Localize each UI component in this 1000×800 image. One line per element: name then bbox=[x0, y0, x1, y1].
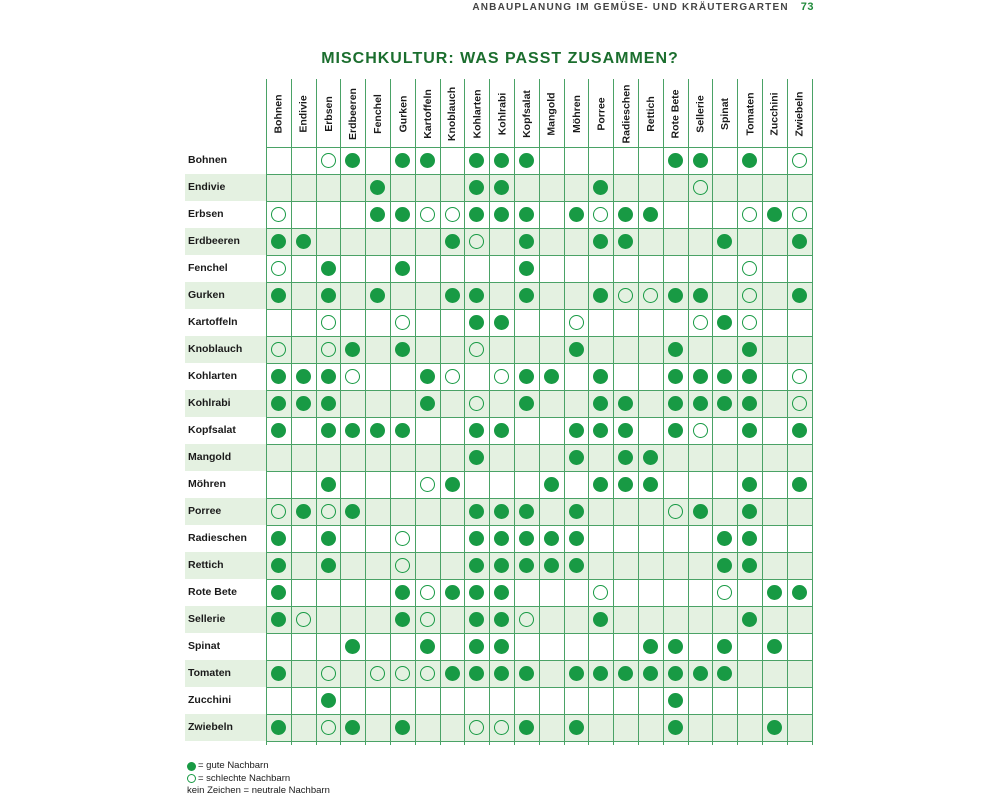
good-neighbor-radieschen-kohlrabi bbox=[494, 531, 509, 546]
good-neighbor-erbsen-radieschen bbox=[618, 207, 633, 222]
bad-neighbor-rettich-gurken bbox=[395, 558, 410, 573]
bad-neighbor-kohlarten-knoblauch bbox=[445, 369, 460, 384]
good-neighbor-sellerie-gurken bbox=[395, 612, 410, 627]
good-neighbor-kohlarten-kopfsalat bbox=[519, 369, 534, 384]
good-neighbor-gurken-erbsen bbox=[321, 288, 336, 303]
column-header-label: Erdbeeren bbox=[347, 88, 360, 140]
good-neighbor-kohlrabi-kartoffeln bbox=[420, 396, 435, 411]
good-neighbor-gurken-sellerie bbox=[693, 288, 708, 303]
good-neighbor-fenchel-gurken bbox=[395, 261, 410, 276]
good-neighbor-tomaten-radieschen bbox=[618, 666, 633, 681]
bad-neighbor-fenchel-bohnen bbox=[271, 261, 286, 276]
good-neighbor-bohnen-tomaten bbox=[742, 153, 757, 168]
good-neighbor-rettich-kopfsalat bbox=[519, 558, 534, 573]
grid-line-horizontal bbox=[266, 552, 812, 553]
good-neighbor-kopfsalat-bohnen bbox=[271, 423, 286, 438]
good-neighbor-moehren-mangold bbox=[544, 477, 559, 492]
good-neighbor-moehren-erbsen bbox=[321, 477, 336, 492]
grid-line-vertical bbox=[415, 79, 416, 745]
row-label-fenchel: Fenchel bbox=[188, 262, 228, 274]
good-neighbor-bohnen-gurken bbox=[395, 153, 410, 168]
row-label-gurken: Gurken bbox=[188, 289, 225, 301]
good-neighbor-kohlrabi-erbsen bbox=[321, 396, 336, 411]
legend-good-text: = gute Nachbarn bbox=[198, 760, 269, 771]
good-neighbor-erbsen-fenchel bbox=[370, 207, 385, 222]
column-header-label: Bohnen bbox=[273, 94, 286, 134]
good-neighbor-kohlrabi-sellerie bbox=[693, 396, 708, 411]
legend-good bbox=[187, 760, 330, 773]
row-label-sellerie: Sellerie bbox=[188, 613, 226, 625]
column-header-label: Mangold bbox=[545, 92, 558, 136]
column-header-label: Kartoffeln bbox=[421, 89, 434, 139]
good-neighbor-zwiebeln-rote-bete bbox=[668, 720, 683, 735]
good-neighbor-sellerie-kohlrabi bbox=[494, 612, 509, 627]
bad-neighbor-knoblauch-bohnen bbox=[271, 342, 286, 357]
grid-line-vertical bbox=[365, 79, 366, 745]
table-row bbox=[185, 471, 812, 498]
grid-line-horizontal bbox=[266, 228, 812, 229]
good-neighbor-bohnen-kartoffeln bbox=[420, 153, 435, 168]
good-neighbor-rote-bete-gurken bbox=[395, 585, 410, 600]
grid-line-horizontal bbox=[266, 201, 812, 202]
good-neighbor-rettich-erbsen bbox=[321, 558, 336, 573]
legend-neutral-text: kein Zeichen = neutrale Nachbarn bbox=[187, 785, 330, 796]
column-header-label: Rote Bete bbox=[669, 89, 682, 139]
column-header-label: Zucchini bbox=[769, 92, 782, 136]
grid-line-vertical bbox=[688, 79, 689, 745]
grid-line-vertical bbox=[266, 79, 267, 745]
good-neighbor-rettich-moehren bbox=[569, 558, 584, 573]
grid-line-vertical bbox=[514, 79, 515, 745]
grid-line-horizontal bbox=[266, 336, 812, 337]
good-neighbor-fenchel-erbsen bbox=[321, 261, 336, 276]
grid-line-vertical bbox=[291, 79, 292, 745]
good-neighbor-endivie-kohlrabi bbox=[494, 180, 509, 195]
chart-title: MISCHKULTUR: WAS PASST ZUSAMMEN? bbox=[321, 50, 679, 67]
bad-neighbor-tomaten-erbsen bbox=[321, 666, 336, 681]
good-neighbor-kohlrabi-radieschen bbox=[618, 396, 633, 411]
grid-line-horizontal bbox=[266, 579, 812, 580]
bad-neighbor-sellerie-kartoffeln bbox=[420, 612, 435, 627]
good-neighbor-erbsen-rettich bbox=[643, 207, 658, 222]
good-neighbor-kopfsalat-tomaten bbox=[742, 423, 757, 438]
good-neighbor-gurken-bohnen bbox=[271, 288, 286, 303]
row-label-zwiebeln: Zwiebeln bbox=[188, 721, 233, 733]
column-header-kopfsalat bbox=[514, 79, 540, 149]
row-label-kartoffeln: Kartoffeln bbox=[188, 316, 238, 328]
good-neighbor-gurken-rote-bete bbox=[668, 288, 683, 303]
good-neighbor-erdbeeren-zwiebeln bbox=[792, 234, 807, 249]
good-neighbor-kohlarten-rote-bete bbox=[668, 369, 683, 384]
good-neighbor-bohnen-sellerie bbox=[693, 153, 708, 168]
column-header-zucchini bbox=[762, 79, 788, 149]
grid-line-horizontal bbox=[266, 471, 812, 472]
column-header-kohlarten bbox=[464, 79, 490, 149]
column-header-moehren bbox=[564, 79, 590, 149]
grid-line-horizontal bbox=[266, 606, 812, 607]
bad-neighbor-endivie-sellerie bbox=[693, 180, 708, 195]
good-neighbor-rettich-tomaten bbox=[742, 558, 757, 573]
column-header-endivie bbox=[291, 79, 317, 149]
column-header-label: Kopfsalat bbox=[521, 90, 533, 138]
good-neighbor-tomaten-bohnen bbox=[271, 666, 286, 681]
legend-bad bbox=[187, 773, 330, 786]
good-neighbor-kohlrabi-tomaten bbox=[742, 396, 757, 411]
good-neighbor-knoblauch-gurken bbox=[395, 342, 410, 357]
good-neighbor-spinat-rote-bete bbox=[668, 639, 683, 654]
column-header-label: Spinat bbox=[719, 97, 732, 131]
grid-line-vertical bbox=[340, 79, 341, 745]
grid-line-vertical bbox=[390, 79, 391, 745]
good-neighbor-knoblauch-moehren bbox=[569, 342, 584, 357]
column-header-rettich bbox=[638, 79, 664, 149]
legend-neutral bbox=[187, 785, 330, 798]
column-header-kohlrabi bbox=[489, 79, 515, 149]
good-neighbor-kopfsalat-gurken bbox=[395, 423, 410, 438]
grid-line-vertical bbox=[712, 79, 713, 745]
column-header-label: Erbsen bbox=[322, 96, 335, 132]
bad-neighbor-erbsen-zwiebeln bbox=[792, 207, 807, 222]
page-number: 73 bbox=[800, 1, 814, 13]
row-label-rettich: Rettich bbox=[188, 559, 224, 571]
bad-neighbor-bohnen-zwiebeln bbox=[792, 153, 807, 168]
good-neighbor-radieschen-kopfsalat bbox=[519, 531, 534, 546]
section-title: ANBAUPLANUNG IM GEMÜSE- UND KRÄUTERGARTEN bbox=[472, 1, 789, 13]
bad-neighbor-kartoffeln-sellerie bbox=[693, 315, 708, 330]
bad-neighbor-gurken-radieschen bbox=[618, 288, 633, 303]
good-neighbor-sellerie-bohnen bbox=[271, 612, 286, 627]
grid-line-vertical bbox=[316, 79, 317, 745]
bad-neighbor-erbsen-knoblauch bbox=[445, 207, 460, 222]
row-label-spinat: Spinat bbox=[188, 640, 221, 652]
good-neighbor-erdbeeren-bohnen bbox=[271, 234, 286, 249]
good-neighbor-kopfsalat-kohlrabi bbox=[494, 423, 509, 438]
column-header-porree bbox=[588, 79, 614, 149]
good-neighbor-erdbeeren-radieschen bbox=[618, 234, 633, 249]
bad-neighbor-kohlrabi-zwiebeln bbox=[792, 396, 807, 411]
good-neighbor-porree-moehren bbox=[569, 504, 584, 519]
hollow-circle-icon bbox=[187, 774, 196, 783]
bad-neighbor-kartoffeln-moehren bbox=[569, 315, 584, 330]
row-label-porree: Porree bbox=[188, 505, 222, 517]
row-label-kopfsalat: Kopfsalat bbox=[188, 424, 236, 436]
good-neighbor-porree-sellerie bbox=[693, 504, 708, 519]
bad-neighbor-porree-bohnen bbox=[271, 504, 286, 519]
good-neighbor-kopfsalat-erbsen bbox=[321, 423, 336, 438]
good-neighbor-gurken-kopfsalat bbox=[519, 288, 534, 303]
row-label-kohlarten: Kohlarten bbox=[188, 370, 238, 382]
good-neighbor-kohlarten-sellerie bbox=[693, 369, 708, 384]
good-neighbor-kartoffeln-kohlrabi bbox=[494, 315, 509, 330]
grid-line-vertical bbox=[737, 79, 738, 745]
good-neighbor-tomaten-kopfsalat bbox=[519, 666, 534, 681]
bad-neighbor-erbsen-tomaten bbox=[742, 207, 757, 222]
row-label-erdbeeren: Erdbeeren bbox=[188, 235, 240, 247]
column-header-zwiebeln bbox=[787, 79, 813, 149]
good-neighbor-kohlrabi-rote-bete bbox=[668, 396, 683, 411]
bad-neighbor-erbsen-kartoffeln bbox=[420, 207, 435, 222]
table-row bbox=[185, 687, 812, 714]
bad-neighbor-erbsen-bohnen bbox=[271, 207, 286, 222]
grid-line-vertical bbox=[539, 79, 540, 745]
grid-line-horizontal bbox=[266, 255, 812, 256]
good-neighbor-moehren-rettich bbox=[643, 477, 658, 492]
grid-line-horizontal bbox=[266, 444, 812, 445]
good-neighbor-spinat-kartoffeln bbox=[420, 639, 435, 654]
bad-neighbor-kartoffeln-gurken bbox=[395, 315, 410, 330]
good-neighbor-kohlrabi-bohnen bbox=[271, 396, 286, 411]
column-header-mangold bbox=[539, 79, 565, 149]
good-neighbor-radieschen-tomaten bbox=[742, 531, 757, 546]
good-neighbor-moehren-zwiebeln bbox=[792, 477, 807, 492]
bad-neighbor-zwiebeln-kohlrabi bbox=[494, 720, 509, 735]
companion-planting-grid bbox=[185, 79, 812, 745]
row-label-zucchini: Zucchini bbox=[188, 694, 232, 706]
bad-neighbor-tomaten-kartoffeln bbox=[420, 666, 435, 681]
grid-line-horizontal bbox=[266, 687, 812, 688]
bad-neighbor-sellerie-kopfsalat bbox=[519, 612, 534, 627]
column-header-fenchel bbox=[365, 79, 391, 149]
bad-neighbor-rote-bete-kartoffeln bbox=[420, 585, 435, 600]
grid-line-horizontal bbox=[266, 174, 812, 175]
good-neighbor-moehren-tomaten bbox=[742, 477, 757, 492]
bad-neighbor-kohlarten-zwiebeln bbox=[792, 369, 807, 384]
grid-line-horizontal bbox=[266, 390, 812, 391]
column-header-spinat bbox=[712, 79, 738, 149]
good-neighbor-gurken-zwiebeln bbox=[792, 288, 807, 303]
bad-neighbor-gurken-tomaten bbox=[742, 288, 757, 303]
good-neighbor-kopfsalat-zwiebeln bbox=[792, 423, 807, 438]
good-neighbor-kopfsalat-fenchel bbox=[370, 423, 385, 438]
column-header-label: Zwiebeln bbox=[793, 91, 806, 137]
good-neighbor-zwiebeln-moehren bbox=[569, 720, 584, 735]
grid-line-vertical bbox=[489, 79, 490, 745]
good-neighbor-zucchini-rote-bete bbox=[668, 693, 683, 708]
good-neighbor-mangold-rettich bbox=[643, 450, 658, 465]
bad-neighbor-radieschen-gurken bbox=[395, 531, 410, 546]
bad-neighbor-porree-rote-bete bbox=[668, 504, 683, 519]
grid-line-vertical bbox=[464, 79, 465, 745]
column-header-rote-bete bbox=[663, 79, 689, 149]
legend-bad-text: = schlechte Nachbarn bbox=[198, 772, 291, 784]
good-neighbor-moehren-knoblauch bbox=[445, 477, 460, 492]
good-neighbor-tomaten-rote-bete bbox=[668, 666, 683, 681]
column-header-label: Fenchel bbox=[372, 94, 385, 134]
good-neighbor-zwiebeln-bohnen bbox=[271, 720, 286, 735]
column-header-label: Porree bbox=[595, 97, 608, 131]
good-neighbor-endivie-fenchel bbox=[370, 180, 385, 195]
grid-line-horizontal bbox=[266, 282, 812, 283]
good-neighbor-radieschen-bohnen bbox=[271, 531, 286, 546]
good-neighbor-kohlarten-endivie bbox=[296, 369, 311, 384]
good-neighbor-erbsen-gurken bbox=[395, 207, 410, 222]
good-neighbor-kohlrabi-kopfsalat bbox=[519, 396, 534, 411]
column-header-label: Gurken bbox=[397, 95, 410, 133]
good-neighbor-erbsen-kohlrabi bbox=[494, 207, 509, 222]
good-neighbor-mangold-moehren bbox=[569, 450, 584, 465]
good-neighbor-rettich-bohnen bbox=[271, 558, 286, 573]
column-header-erdbeeren bbox=[340, 79, 366, 149]
column-header-tomaten bbox=[737, 79, 763, 149]
grid-line-horizontal bbox=[266, 714, 812, 715]
column-header-label: Knoblauch bbox=[446, 86, 459, 142]
grid-line-horizontal bbox=[266, 417, 812, 418]
column-header-gurken bbox=[390, 79, 416, 149]
bad-neighbor-knoblauch-erbsen bbox=[321, 342, 336, 357]
good-neighbor-rote-bete-knoblauch bbox=[445, 585, 460, 600]
grid-line-vertical bbox=[613, 79, 614, 745]
bad-neighbor-sellerie-endivie bbox=[296, 612, 311, 627]
good-neighbor-radieschen-erbsen bbox=[321, 531, 336, 546]
column-header-label: Tomaten bbox=[744, 92, 757, 136]
grid-line-vertical bbox=[787, 79, 788, 745]
grid-line-horizontal bbox=[266, 147, 812, 148]
grid-line-horizontal bbox=[266, 309, 812, 310]
good-neighbor-erbsen-kopfsalat bbox=[519, 207, 534, 222]
good-neighbor-bohnen-kohlrabi bbox=[494, 153, 509, 168]
grid-line-horizontal bbox=[266, 363, 812, 364]
bad-neighbor-fenchel-tomaten bbox=[742, 261, 757, 276]
row-label-erbsen: Erbsen bbox=[188, 208, 224, 220]
good-neighbor-radieschen-mangold bbox=[544, 531, 559, 546]
bad-neighbor-kartoffeln-tomaten bbox=[742, 315, 757, 330]
good-neighbor-zwiebeln-zucchini bbox=[767, 720, 782, 735]
good-neighbor-bohnen-rote-bete bbox=[668, 153, 683, 168]
good-neighbor-kopfsalat-radieschen bbox=[618, 423, 633, 438]
column-header-label: Endivie bbox=[297, 95, 310, 133]
good-neighbor-rote-bete-kohlrabi bbox=[494, 585, 509, 600]
row-label-tomaten: Tomaten bbox=[188, 667, 231, 679]
good-neighbor-kohlarten-bohnen bbox=[271, 369, 286, 384]
bad-neighbor-kopfsalat-sellerie bbox=[693, 423, 708, 438]
column-header-erbsen bbox=[316, 79, 342, 149]
row-label-endivie: Endivie bbox=[188, 181, 226, 193]
column-header-knoblauch bbox=[440, 79, 466, 149]
good-neighbor-erdbeeren-knoblauch bbox=[445, 234, 460, 249]
good-neighbor-kohlrabi-endivie bbox=[296, 396, 311, 411]
row-label-mangold: Mangold bbox=[188, 451, 232, 463]
good-neighbor-tomaten-rettich bbox=[643, 666, 658, 681]
good-neighbor-zucchini-erbsen bbox=[321, 693, 336, 708]
good-neighbor-knoblauch-tomaten bbox=[742, 342, 757, 357]
table-row bbox=[185, 444, 812, 471]
good-neighbor-rote-bete-zucchini bbox=[767, 585, 782, 600]
grid-line-horizontal bbox=[266, 633, 812, 634]
good-neighbor-rettich-mangold bbox=[544, 558, 559, 573]
good-neighbor-moehren-radieschen bbox=[618, 477, 633, 492]
good-neighbor-tomaten-kohlrabi bbox=[494, 666, 509, 681]
bad-neighbor-gurken-rettich bbox=[643, 288, 658, 303]
good-neighbor-porree-kohlrabi bbox=[494, 504, 509, 519]
good-neighbor-rettich-kohlrabi bbox=[494, 558, 509, 573]
grid-line-vertical bbox=[638, 79, 639, 745]
bad-neighbor-zwiebeln-erbsen bbox=[321, 720, 336, 735]
good-neighbor-rote-bete-bohnen bbox=[271, 585, 286, 600]
good-neighbor-spinat-kohlrabi bbox=[494, 639, 509, 654]
grid-line-horizontal bbox=[266, 525, 812, 526]
good-neighbor-porree-kopfsalat bbox=[519, 504, 534, 519]
grid-line-vertical bbox=[762, 79, 763, 745]
good-neighbor-bohnen-kopfsalat bbox=[519, 153, 534, 168]
row-label-knoblauch: Knoblauch bbox=[188, 343, 243, 355]
good-neighbor-erbsen-moehren bbox=[569, 207, 584, 222]
grid-line-vertical bbox=[564, 79, 565, 745]
good-neighbor-sellerie-tomaten bbox=[742, 612, 757, 627]
good-neighbor-mangold-radieschen bbox=[618, 450, 633, 465]
bad-neighbor-moehren-kartoffeln bbox=[420, 477, 435, 492]
grid-line-horizontal bbox=[266, 741, 812, 742]
good-neighbor-kohlarten-erbsen bbox=[321, 369, 336, 384]
grid-line-vertical bbox=[440, 79, 441, 745]
good-neighbor-spinat-rettich bbox=[643, 639, 658, 654]
good-neighbor-kohlarten-mangold bbox=[544, 369, 559, 384]
column-header-radieschen bbox=[613, 79, 639, 149]
grid-line-vertical bbox=[588, 79, 589, 745]
bad-neighbor-kartoffeln-erbsen bbox=[321, 315, 336, 330]
row-label-radieschen: Radieschen bbox=[188, 532, 247, 544]
row-label-kohlrabi: Kohlrabi bbox=[188, 397, 231, 409]
good-neighbor-kopfsalat-moehren bbox=[569, 423, 584, 438]
good-neighbor-erdbeeren-kopfsalat bbox=[519, 234, 534, 249]
good-neighbor-erbsen-zucchini bbox=[767, 207, 782, 222]
good-neighbor-porree-endivie bbox=[296, 504, 311, 519]
column-header-sellerie bbox=[688, 79, 714, 149]
legend bbox=[187, 760, 330, 798]
grid-line-horizontal bbox=[266, 498, 812, 499]
row-label-bohnen: Bohnen bbox=[188, 154, 228, 166]
column-header-label: Radieschen bbox=[620, 84, 633, 144]
column-header-label: Kohlarten bbox=[471, 89, 484, 139]
good-neighbor-kohlarten-kartoffeln bbox=[420, 369, 435, 384]
row-label-moehren: Möhren bbox=[188, 478, 226, 490]
grid-line-vertical bbox=[812, 79, 813, 745]
good-neighbor-radieschen-moehren bbox=[569, 531, 584, 546]
good-neighbor-zwiebeln-kopfsalat bbox=[519, 720, 534, 735]
good-neighbor-porree-tomaten bbox=[742, 504, 757, 519]
column-header-label: Möhren bbox=[570, 95, 583, 133]
bad-neighbor-tomaten-fenchel bbox=[370, 666, 385, 681]
bad-neighbor-tomaten-gurken bbox=[395, 666, 410, 681]
good-neighbor-tomaten-knoblauch bbox=[445, 666, 460, 681]
bad-neighbor-porree-erbsen bbox=[321, 504, 336, 519]
column-header-label: Rettich bbox=[645, 96, 657, 132]
good-neighbor-rote-bete-zwiebeln bbox=[792, 585, 807, 600]
column-header-kartoffeln bbox=[415, 79, 441, 149]
good-neighbor-gurken-knoblauch bbox=[445, 288, 460, 303]
good-neighbor-zwiebeln-gurken bbox=[395, 720, 410, 735]
good-neighbor-gurken-fenchel bbox=[370, 288, 385, 303]
good-neighbor-fenchel-kopfsalat bbox=[519, 261, 534, 276]
good-neighbor-kopfsalat-rote-bete bbox=[668, 423, 683, 438]
grid-line-vertical bbox=[663, 79, 664, 745]
column-header-label: Sellerie bbox=[694, 95, 707, 133]
grid-line-horizontal bbox=[266, 660, 812, 661]
bad-neighbor-bohnen-erbsen bbox=[321, 153, 336, 168]
bad-neighbor-kohlarten-kohlrabi bbox=[494, 369, 509, 384]
good-neighbor-erdbeeren-endivie bbox=[296, 234, 311, 249]
running-header bbox=[472, 0, 814, 14]
good-neighbor-knoblauch-rote-bete bbox=[668, 342, 683, 357]
column-header-label: Kohlrabi bbox=[496, 92, 509, 136]
column-header-bohnen bbox=[266, 79, 292, 149]
good-neighbor-spinat-zucchini bbox=[767, 639, 782, 654]
row-label-rote-bete: Rote Bete bbox=[188, 586, 238, 598]
filled-circle-icon bbox=[187, 762, 196, 771]
good-neighbor-kohlarten-tomaten bbox=[742, 369, 757, 384]
good-neighbor-tomaten-moehren bbox=[569, 666, 584, 681]
good-neighbor-tomaten-sellerie bbox=[693, 666, 708, 681]
